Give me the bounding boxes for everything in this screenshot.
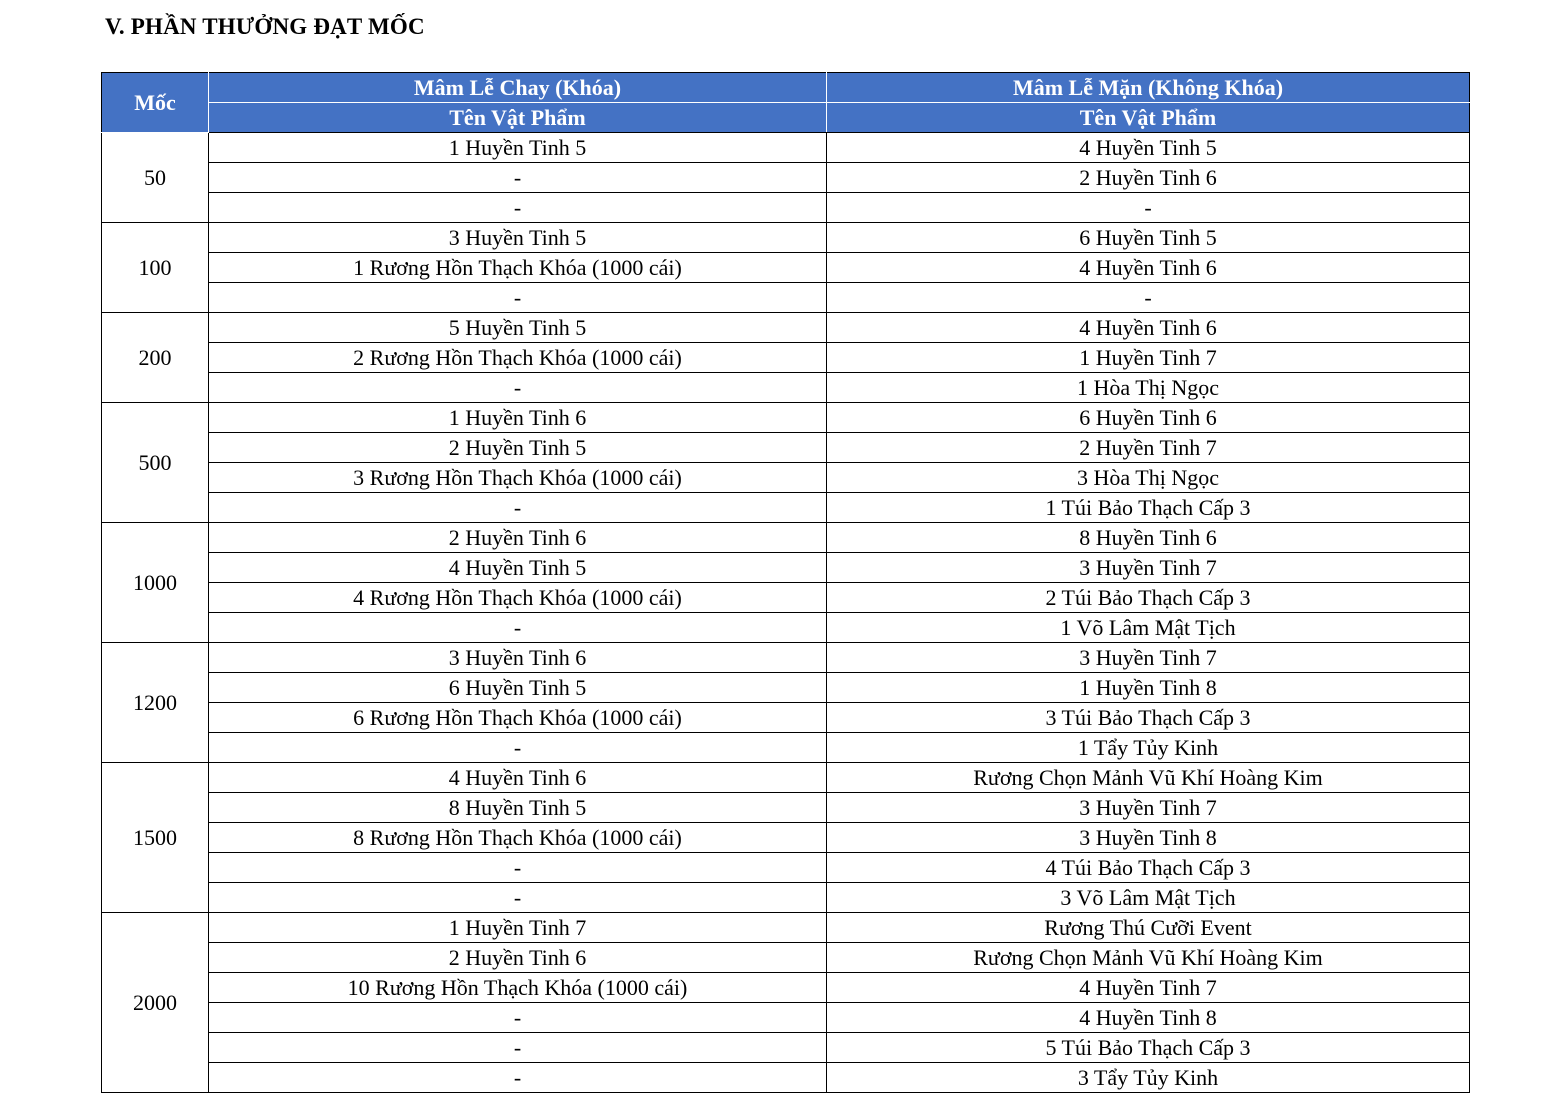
table-row: [102, 223, 1470, 253]
table-row: [102, 193, 1470, 223]
header-row-subtitles: [102, 103, 1470, 133]
man-reward-cell: 3 Huyền Tinh 7: [827, 793, 1470, 823]
table-row: [102, 883, 1470, 913]
man-reward-cell: 3 Hòa Thị Ngọc: [827, 463, 1470, 493]
man-reward-cell: 4 Túi Bảo Thạch Cấp 3: [827, 853, 1470, 883]
header-row-titles: [102, 73, 1470, 103]
man-reward-cell: 1 Túi Bảo Thạch Cấp 3: [827, 493, 1470, 523]
table-row: [102, 673, 1470, 703]
man-reward-cell: 1 Hòa Thị Ngọc: [827, 373, 1470, 403]
milestone-cell: 100: [102, 223, 209, 313]
chay-reward-cell: -: [209, 883, 827, 913]
table-row: [102, 553, 1470, 583]
table-row: [102, 733, 1470, 763]
table-row: [102, 433, 1470, 463]
table-row: [102, 343, 1470, 373]
chay-reward-cell: 2 Rương Hồn Thạch Khóa (1000 cái): [209, 343, 827, 373]
table-row: [102, 163, 1470, 193]
milestone-cell: 50: [102, 133, 209, 223]
man-reward-cell: 2 Huyền Tinh 7: [827, 433, 1470, 463]
chay-reward-cell: -: [209, 1063, 827, 1093]
chay-reward-cell: -: [209, 283, 827, 313]
table-row: [102, 913, 1470, 943]
chay-reward-cell: -: [209, 1033, 827, 1063]
man-reward-cell: 1 Võ Lâm Mật Tịch: [827, 613, 1470, 643]
table-row: [102, 133, 1470, 163]
chay-reward-cell: 4 Huyền Tinh 6: [209, 763, 827, 793]
man-reward-cell: 5 Túi Bảo Thạch Cấp 3: [827, 1033, 1470, 1063]
table-row: [102, 793, 1470, 823]
chay-reward-cell: 8 Huyền Tinh 5: [209, 793, 827, 823]
man-reward-cell: 6 Huyền Tinh 6: [827, 403, 1470, 433]
man-reward-cell: 8 Huyền Tinh 6: [827, 523, 1470, 553]
chay-reward-cell: -: [209, 373, 827, 403]
chay-reward-cell: 3 Huyền Tinh 6: [209, 643, 827, 673]
man-reward-cell: 4 Huyền Tinh 6: [827, 253, 1470, 283]
man-reward-cell: -: [827, 283, 1470, 313]
table-row: [102, 943, 1470, 973]
chay-reward-cell: 5 Huyền Tinh 5: [209, 313, 827, 343]
milestone-cell: 1200: [102, 643, 209, 763]
table-row: [102, 583, 1470, 613]
chay-reward-cell: 1 Huyền Tinh 7: [209, 913, 827, 943]
header-man-item-name: Tên Vật Phẩm: [827, 103, 1470, 133]
table-row: [102, 703, 1470, 733]
man-reward-cell: 6 Huyền Tinh 5: [827, 223, 1470, 253]
header-chay-title: Mâm Lễ Chay (Khóa): [209, 73, 827, 103]
man-reward-cell: 3 Túi Bảo Thạch Cấp 3: [827, 703, 1470, 733]
man-reward-cell: 1 Huyền Tinh 7: [827, 343, 1470, 373]
header-chay-item-name: Tên Vật Phẩm: [209, 103, 827, 133]
table-row: [102, 283, 1470, 313]
table-row: [102, 463, 1470, 493]
man-reward-cell: 4 Huyền Tinh 5: [827, 133, 1470, 163]
chay-reward-cell: 6 Rương Hồn Thạch Khóa (1000 cái): [209, 703, 827, 733]
table-row: [102, 853, 1470, 883]
man-reward-cell: Rương Chọn Mảnh Vũ Khí Hoàng Kim: [827, 763, 1470, 793]
man-reward-cell: 4 Huyền Tinh 6: [827, 313, 1470, 343]
chay-reward-cell: 6 Huyền Tinh 5: [209, 673, 827, 703]
man-reward-cell: 3 Võ Lâm Mật Tịch: [827, 883, 1470, 913]
chay-reward-cell: 3 Huyền Tinh 5: [209, 223, 827, 253]
table-row: [102, 1063, 1470, 1093]
chay-reward-cell: -: [209, 493, 827, 523]
table-row: [102, 973, 1470, 1003]
milestone-cell: 2000: [102, 913, 209, 1093]
chay-reward-cell: -: [209, 163, 827, 193]
man-reward-cell: 3 Tẩy Tủy Kinh: [827, 1063, 1470, 1093]
chay-reward-cell: 1 Rương Hồn Thạch Khóa (1000 cái): [209, 253, 827, 283]
man-reward-cell: 3 Huyền Tinh 7: [827, 643, 1470, 673]
table-row: [102, 1003, 1470, 1033]
table-row: [102, 373, 1470, 403]
man-reward-cell: 2 Túi Bảo Thạch Cấp 3: [827, 583, 1470, 613]
table-row: [102, 823, 1470, 853]
milestone-cell: 1000: [102, 523, 209, 643]
table-header: [102, 73, 1470, 133]
milestone-cell: 200: [102, 313, 209, 403]
milestone-cell: 500: [102, 403, 209, 523]
header-moc: Mốc: [102, 73, 209, 133]
man-reward-cell: 2 Huyền Tinh 6: [827, 163, 1470, 193]
chay-reward-cell: 10 Rương Hồn Thạch Khóa (1000 cái): [209, 973, 827, 1003]
chay-reward-cell: 4 Rương Hồn Thạch Khóa (1000 cái): [209, 583, 827, 613]
man-reward-cell: 1 Huyền Tinh 8: [827, 673, 1470, 703]
man-reward-cell: 4 Huyền Tinh 7: [827, 973, 1470, 1003]
chay-reward-cell: -: [209, 613, 827, 643]
section-title: V. PHẦN THƯỞNG ĐẠT MỐC: [105, 14, 425, 39]
chay-reward-cell: 1 Huyền Tinh 5: [209, 133, 827, 163]
man-reward-cell: -: [827, 193, 1470, 223]
table-row: [102, 523, 1470, 553]
table-row: [102, 763, 1470, 793]
chay-reward-cell: 2 Huyền Tinh 6: [209, 523, 827, 553]
chay-reward-cell: 1 Huyền Tinh 6: [209, 403, 827, 433]
chay-reward-cell: -: [209, 853, 827, 883]
chay-reward-cell: 3 Rương Hồn Thạch Khóa (1000 cái): [209, 463, 827, 493]
chay-reward-cell: -: [209, 193, 827, 223]
reward-milestone-table: [101, 72, 1470, 1093]
chay-reward-cell: -: [209, 1003, 827, 1033]
table-row: [102, 493, 1470, 523]
chay-reward-cell: -: [209, 733, 827, 763]
table-row: [102, 643, 1470, 673]
man-reward-cell: Rương Thú Cưỡi Event: [827, 913, 1470, 943]
table-row: [102, 1033, 1470, 1063]
header-man-title: Mâm Lễ Mặn (Không Khóa): [827, 73, 1470, 103]
man-reward-cell: Rương Chọn Mảnh Vũ Khí Hoàng Kim: [827, 943, 1470, 973]
chay-reward-cell: 2 Huyền Tinh 5: [209, 433, 827, 463]
chay-reward-cell: 8 Rương Hồn Thạch Khóa (1000 cái): [209, 823, 827, 853]
man-reward-cell: 3 Huyền Tinh 7: [827, 553, 1470, 583]
table-row: [102, 313, 1470, 343]
man-reward-cell: 4 Huyền Tinh 8: [827, 1003, 1470, 1033]
chay-reward-cell: 4 Huyền Tinh 5: [209, 553, 827, 583]
table-body: [102, 133, 1470, 1093]
table-row: [102, 403, 1470, 433]
man-reward-cell: 1 Tẩy Tủy Kinh: [827, 733, 1470, 763]
man-reward-cell: 3 Huyền Tinh 8: [827, 823, 1470, 853]
milestone-cell: 1500: [102, 763, 209, 913]
chay-reward-cell: 2 Huyền Tinh 6: [209, 943, 827, 973]
table-row: [102, 253, 1470, 283]
table-row: [102, 613, 1470, 643]
